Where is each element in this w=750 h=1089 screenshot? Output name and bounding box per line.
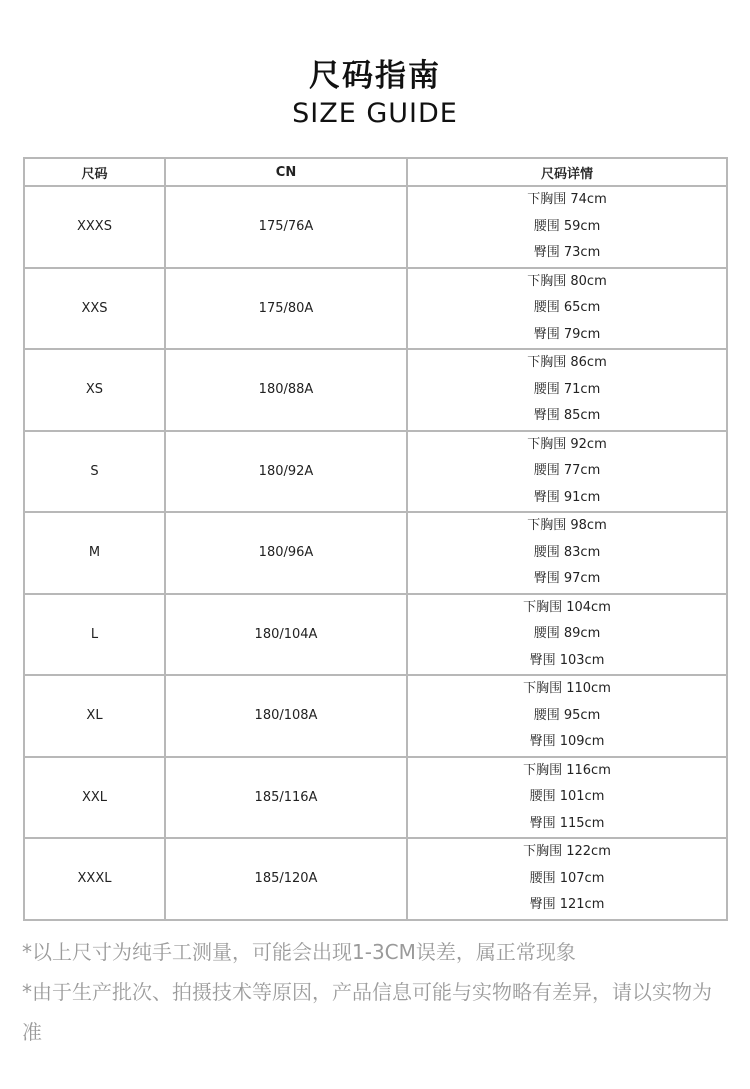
- page-title-cn: 尺码指南: [309, 58, 441, 94]
- table-row: [24, 431, 727, 513]
- table-row: [24, 349, 727, 431]
- detail-line: 腰围 59cm: [533, 218, 601, 234]
- detail-line: 臀围 85cm: [533, 408, 601, 423]
- detail-line: 臀围 121cm: [529, 897, 605, 912]
- details-cell: [407, 594, 727, 676]
- size-cell: XL: [24, 675, 165, 757]
- cn-cell: 180/96A: [165, 512, 407, 594]
- detail-line: 下胸围 74cm: [527, 192, 607, 207]
- details-cell: [407, 675, 727, 757]
- column-header-size: 尺码: [24, 158, 165, 186]
- size-cell: XXS: [24, 268, 165, 350]
- cn-cell: 180/88A: [165, 349, 407, 431]
- detail-line: 腰围 65cm: [533, 300, 601, 315]
- size-table: [23, 157, 728, 921]
- detail-line: 下胸围 86cm: [527, 355, 607, 370]
- cn-cell: 175/80A: [165, 268, 407, 350]
- table-row: [24, 594, 727, 676]
- notes: [22, 932, 728, 1052]
- detail-line: 腰围 71cm: [533, 381, 601, 397]
- details-cell: [407, 757, 727, 839]
- size-cell: XS: [24, 349, 165, 431]
- size-cell: XXL: [24, 757, 165, 839]
- detail-line: 腰围 77cm: [533, 463, 601, 478]
- details-cell: [407, 512, 727, 594]
- table-body: [24, 186, 727, 920]
- details-cell: [407, 431, 727, 513]
- detail-line: 下胸围 80cm: [527, 273, 607, 289]
- detail-line: 腰围 95cm: [533, 707, 601, 723]
- detail-line: 下胸围 122cm: [523, 844, 611, 859]
- cn-cell: 175/76A: [165, 186, 407, 268]
- table-row: [24, 268, 727, 350]
- detail-line: 下胸围 98cm: [527, 518, 607, 533]
- detail-line: 下胸围 116cm: [523, 762, 611, 778]
- details-cell: [407, 268, 727, 350]
- column-header-details: 尺码详情: [407, 158, 727, 186]
- details-cell: [407, 838, 727, 920]
- detail-line: 臀围 115cm: [529, 815, 605, 831]
- detail-line: 臀围 103cm: [529, 652, 605, 668]
- table-row: [24, 512, 727, 594]
- note-product-variance: *由于生产批次、拍摄技术等原因，产品信息可能与实物略有差异，请以实物为准: [22, 980, 712, 1044]
- detail-line: 腰围 101cm: [529, 789, 605, 804]
- cn-cell: 180/92A: [165, 431, 407, 513]
- detail-line: 臀围 97cm: [533, 571, 601, 586]
- detail-line: 下胸围 92cm: [527, 436, 607, 452]
- detail-line: 臀围 91cm: [533, 489, 601, 505]
- detail-line: 臀围 109cm: [529, 734, 605, 749]
- table-row: [24, 757, 727, 839]
- size-cell: XXXL: [24, 838, 165, 920]
- cn-cell: 180/104A: [165, 594, 407, 676]
- size-cell: S: [24, 431, 165, 513]
- size-cell: M: [24, 512, 165, 594]
- table-row: [24, 675, 727, 757]
- note-measurement-error: *以上尺寸为纯手工测量，可能会出现1-3CM误差，属正常现象: [22, 940, 576, 964]
- cn-cell: 185/116A: [165, 757, 407, 839]
- cn-cell: 185/120A: [165, 838, 407, 920]
- table-header-row: [24, 158, 727, 186]
- table-row: [24, 186, 727, 268]
- detail-line: 臀围 73cm: [533, 245, 601, 260]
- size-cell: XXXS: [24, 186, 165, 268]
- column-header-cn: CN: [165, 158, 407, 186]
- cn-cell: 180/108A: [165, 675, 407, 757]
- size-cell: L: [24, 594, 165, 676]
- detail-line: 下胸围 110cm: [523, 681, 611, 696]
- details-cell: [407, 186, 727, 268]
- detail-line: 腰围 107cm: [529, 870, 605, 886]
- page-title-en: SIZE GUIDE: [292, 98, 458, 129]
- detail-line: 腰围 89cm: [533, 626, 601, 641]
- table-row: [24, 838, 727, 920]
- detail-line: 臀围 79cm: [533, 326, 601, 342]
- detail-line: 下胸围 104cm: [523, 599, 611, 615]
- detail-line: 腰围 83cm: [533, 544, 601, 560]
- details-cell: [407, 349, 727, 431]
